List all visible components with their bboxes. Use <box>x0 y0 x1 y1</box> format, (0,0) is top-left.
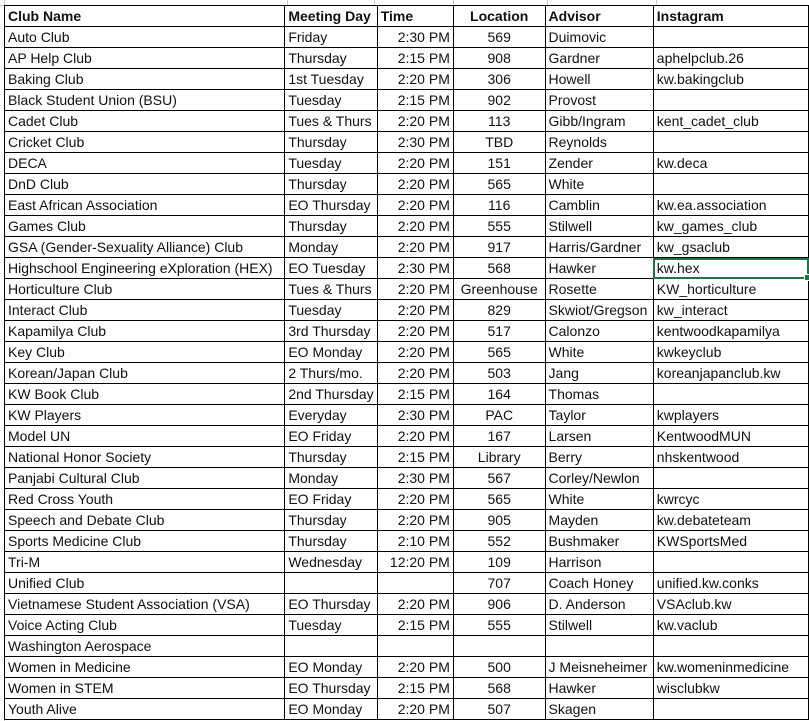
table-row <box>5 657 809 678</box>
advisor-cell[interactable]: Gibb/Ingram <box>545 111 653 132</box>
instagram-cell[interactable]: kw.hex <box>653 258 808 279</box>
time-cell[interactable]: 2:20 PM <box>377 426 453 447</box>
instagram-cell[interactable] <box>653 552 808 573</box>
advisor-cell[interactable]: Harris/Gardner <box>545 237 653 258</box>
header-meeting-day[interactable]: Meeting Day <box>285 6 377 27</box>
club-name-cell[interactable]: Panjabi Cultural Club <box>5 468 285 489</box>
header-row <box>5 6 809 27</box>
instagram-cell[interactable]: kentwoodkapamilya <box>653 321 808 342</box>
time-cell[interactable]: 2:30 PM <box>377 132 453 153</box>
club-name-cell[interactable]: East African Association <box>5 195 285 216</box>
table-row <box>5 27 809 48</box>
meeting-day-cell[interactable]: Tuesday <box>285 300 377 321</box>
meeting-day-cell[interactable]: EO Monday <box>285 657 377 678</box>
instagram-cell[interactable] <box>653 636 808 657</box>
table-row <box>5 111 809 132</box>
table-row <box>5 237 809 258</box>
time-cell[interactable]: 2:20 PM <box>377 216 453 237</box>
advisor-cell[interactable]: Berry <box>545 447 653 468</box>
time-cell[interactable]: 2:10 PM <box>377 531 453 552</box>
advisor-cell[interactable]: White <box>545 342 653 363</box>
table-row <box>5 552 809 573</box>
table-row <box>5 573 809 594</box>
time-cell[interactable]: 2:15 PM <box>377 90 453 111</box>
table-row <box>5 132 809 153</box>
table-row <box>5 48 809 69</box>
club-name-cell[interactable]: Youth Alive <box>5 699 285 720</box>
meeting-day-cell[interactable]: Tuesday <box>285 615 377 636</box>
location-cell[interactable]: 113 <box>453 111 545 132</box>
header-location[interactable]: Location <box>453 6 545 27</box>
club-name-cell[interactable]: Women in STEM <box>5 678 285 699</box>
table-row <box>5 405 809 426</box>
location-cell[interactable]: 151 <box>453 153 545 174</box>
time-cell[interactable]: 2:20 PM <box>377 510 453 531</box>
advisor-cell[interactable]: Stilwell <box>545 615 653 636</box>
meeting-day-cell[interactable]: Thursday <box>285 510 377 531</box>
location-cell[interactable]: 908 <box>453 48 545 69</box>
time-cell[interactable]: 2:20 PM <box>377 279 453 300</box>
header-advisor[interactable]: Advisor <box>545 6 653 27</box>
table-row <box>5 615 809 636</box>
instagram-cell[interactable]: kw.ea.association <box>653 195 808 216</box>
location-cell[interactable]: 568 <box>453 258 545 279</box>
club-name-cell[interactable]: Women in Medicine <box>5 657 285 678</box>
instagram-cell[interactable]: kw.vaclub <box>653 615 808 636</box>
advisor-cell[interactable]: Gardner <box>545 48 653 69</box>
meeting-day-cell[interactable]: Friday <box>285 27 377 48</box>
club-name-cell[interactable]: Cricket Club <box>5 132 285 153</box>
instagram-cell[interactable]: nhskentwood <box>653 447 808 468</box>
meeting-day-cell[interactable]: Wednesday <box>285 552 377 573</box>
advisor-cell[interactable]: Larsen <box>545 426 653 447</box>
table-row <box>5 195 809 216</box>
time-cell[interactable]: 2:30 PM <box>377 405 453 426</box>
club-name-cell[interactable]: GSA (Gender-Sexuality Alliance) Club <box>5 237 285 258</box>
meeting-day-cell[interactable]: EO Monday <box>285 342 377 363</box>
advisor-cell[interactable]: Hawker <box>545 678 653 699</box>
instagram-cell[interactable]: kw_games_club <box>653 216 808 237</box>
table-row <box>5 531 809 552</box>
meeting-day-cell[interactable]: EO Friday <box>285 426 377 447</box>
location-cell[interactable]: 829 <box>453 300 545 321</box>
advisor-cell[interactable]: Reynolds <box>545 132 653 153</box>
advisor-cell[interactable]: Camblin <box>545 195 653 216</box>
location-cell[interactable]: 552 <box>453 531 545 552</box>
instagram-cell[interactable]: kw.bakingclub <box>653 69 808 90</box>
instagram-cell[interactable]: KWSportsMed <box>653 531 808 552</box>
time-cell[interactable]: 2:20 PM <box>377 699 453 720</box>
club-name-cell[interactable]: KW Players <box>5 405 285 426</box>
location-cell[interactable]: PAC <box>453 405 545 426</box>
meeting-day-cell[interactable]: Thursday <box>285 174 377 195</box>
table-row <box>5 489 809 510</box>
time-cell[interactable] <box>377 636 453 657</box>
time-cell[interactable]: 2:20 PM <box>377 69 453 90</box>
clubs-table <box>4 5 809 720</box>
table-row <box>5 216 809 237</box>
location-cell[interactable]: 507 <box>453 699 545 720</box>
location-cell[interactable]: 565 <box>453 489 545 510</box>
club-name-cell[interactable]: DECA <box>5 153 285 174</box>
advisor-cell[interactable] <box>545 636 653 657</box>
club-name-cell[interactable]: Cadet Club <box>5 111 285 132</box>
header-instagram[interactable]: Instagram <box>653 6 808 27</box>
instagram-cell[interactable]: kwplayers <box>653 405 808 426</box>
meeting-day-cell[interactable]: Tues & Thurs <box>285 111 377 132</box>
time-cell[interactable]: 2:20 PM <box>377 300 453 321</box>
location-cell[interactable]: 565 <box>453 174 545 195</box>
time-cell[interactable]: 2:15 PM <box>377 615 453 636</box>
location-cell[interactable]: 167 <box>453 426 545 447</box>
meeting-day-cell[interactable]: 2nd Thursday <box>285 384 377 405</box>
time-cell[interactable]: 2:20 PM <box>377 195 453 216</box>
meeting-day-cell[interactable]: Monday <box>285 468 377 489</box>
meeting-day-cell[interactable]: Tues & Thurs <box>285 279 377 300</box>
time-cell[interactable]: 2:20 PM <box>377 321 453 342</box>
instagram-cell[interactable]: aphelpclub.26 <box>653 48 808 69</box>
table-row <box>5 384 809 405</box>
advisor-cell[interactable]: Rosette <box>545 279 653 300</box>
time-cell[interactable]: 2:15 PM <box>377 384 453 405</box>
time-cell[interactable]: 2:20 PM <box>377 342 453 363</box>
table-row <box>5 321 809 342</box>
club-name-cell[interactable]: Voice Acting Club <box>5 615 285 636</box>
table-row <box>5 363 809 384</box>
instagram-cell[interactable] <box>653 384 808 405</box>
table-row <box>5 699 809 720</box>
club-name-cell[interactable]: National Honor Society <box>5 447 285 468</box>
time-cell[interactable]: 2:15 PM <box>377 447 453 468</box>
club-name-cell[interactable]: AP Help Club <box>5 48 285 69</box>
club-name-cell[interactable]: Black Student Union (BSU) <box>5 90 285 111</box>
club-name-cell[interactable]: Washington Aerospace <box>5 636 285 657</box>
meeting-day-cell[interactable]: Thursday <box>285 132 377 153</box>
time-cell[interactable]: 12:20 PM <box>377 552 453 573</box>
table-row <box>5 258 809 279</box>
club-name-cell[interactable]: Kapamilya Club <box>5 321 285 342</box>
time-cell[interactable]: 2:20 PM <box>377 174 453 195</box>
location-cell[interactable]: 567 <box>453 468 545 489</box>
meeting-day-cell[interactable]: Everyday <box>285 405 377 426</box>
instagram-cell[interactable]: kw.womeninmedicine <box>653 657 808 678</box>
advisor-cell[interactable]: Corley/Newlon <box>545 468 653 489</box>
instagram-cell[interactable] <box>653 699 808 720</box>
location-cell[interactable]: Library <box>453 447 545 468</box>
meeting-day-cell[interactable]: Thursday <box>285 48 377 69</box>
table-row <box>5 300 809 321</box>
location-cell[interactable]: 555 <box>453 615 545 636</box>
location-cell[interactable]: 555 <box>453 216 545 237</box>
instagram-cell[interactable]: kw.deca <box>653 153 808 174</box>
meeting-day-cell[interactable]: Tuesday <box>285 90 377 111</box>
location-cell[interactable]: 500 <box>453 657 545 678</box>
table-row <box>5 342 809 363</box>
table-row <box>5 636 809 657</box>
instagram-cell[interactable]: kwrcyc <box>653 489 808 510</box>
instagram-cell[interactable] <box>653 132 808 153</box>
instagram-cell[interactable]: kw_interact <box>653 300 808 321</box>
location-cell[interactable]: 568 <box>453 678 545 699</box>
meeting-day-cell[interactable]: EO Thursday <box>285 195 377 216</box>
instagram-cell[interactable]: KW_horticulture <box>653 279 808 300</box>
table-body <box>5 27 809 720</box>
time-cell[interactable]: 2:20 PM <box>377 237 453 258</box>
instagram-cell[interactable]: wisclubkw <box>653 678 808 699</box>
instagram-cell[interactable] <box>653 90 808 111</box>
club-name-cell[interactable]: Interact Club <box>5 300 285 321</box>
location-cell[interactable]: 164 <box>453 384 545 405</box>
advisor-cell[interactable]: Harrison <box>545 552 653 573</box>
meeting-day-cell[interactable]: EO Thursday <box>285 594 377 615</box>
location-cell[interactable]: 902 <box>453 90 545 111</box>
meeting-day-cell[interactable]: EO Tuesday <box>285 258 377 279</box>
club-name-cell[interactable]: Sports Medicine Club <box>5 531 285 552</box>
location-cell[interactable] <box>453 636 545 657</box>
advisor-cell[interactable]: Hawker <box>545 258 653 279</box>
advisor-cell[interactable]: Taylor <box>545 405 653 426</box>
meeting-day-cell[interactable]: Monday <box>285 237 377 258</box>
table-row <box>5 447 809 468</box>
location-cell[interactable]: TBD <box>453 132 545 153</box>
meeting-day-cell[interactable]: 2 Thurs/mo. <box>285 363 377 384</box>
location-cell[interactable]: Greenhouse <box>453 279 545 300</box>
club-name-cell[interactable]: Red Cross Youth <box>5 489 285 510</box>
instagram-cell[interactable]: kw.debateteam <box>653 510 808 531</box>
instagram-cell[interactable]: KentwoodMUN <box>653 426 808 447</box>
location-cell[interactable]: 906 <box>453 594 545 615</box>
table-row <box>5 510 809 531</box>
club-name-cell[interactable]: KW Book Club <box>5 384 285 405</box>
meeting-day-cell[interactable]: 1st Tuesday <box>285 69 377 90</box>
table-row <box>5 678 809 699</box>
club-name-cell[interactable]: Tri-M <box>5 552 285 573</box>
advisor-cell[interactable]: White <box>545 489 653 510</box>
location-cell[interactable]: 917 <box>453 237 545 258</box>
advisor-cell[interactable]: Skwiot/Gregson <box>545 300 653 321</box>
club-name-cell[interactable]: Highschool Engineering eXploration (HEX) <box>5 258 285 279</box>
meeting-day-cell[interactable]: EO Friday <box>285 489 377 510</box>
instagram-cell[interactable]: koreanjapanclub.kw <box>653 363 808 384</box>
advisor-cell[interactable]: Mayden <box>545 510 653 531</box>
advisor-cell[interactable]: Provost <box>545 90 653 111</box>
instagram-cell[interactable]: unified.kw.conks <box>653 573 808 594</box>
location-cell[interactable]: 565 <box>453 342 545 363</box>
meeting-day-cell[interactable]: 3rd Thursday <box>285 321 377 342</box>
advisor-cell[interactable]: Howell <box>545 69 653 90</box>
meeting-day-cell[interactable] <box>285 636 377 657</box>
meeting-day-cell[interactable]: Thursday <box>285 216 377 237</box>
time-cell[interactable]: 2:15 PM <box>377 48 453 69</box>
club-name-cell[interactable]: Key Club <box>5 342 285 363</box>
table-row <box>5 426 809 447</box>
advisor-cell[interactable]: Bushmaker <box>545 531 653 552</box>
club-name-cell[interactable]: Horticulture Club <box>5 279 285 300</box>
table-row <box>5 279 809 300</box>
advisor-cell[interactable]: White <box>545 174 653 195</box>
instagram-cell[interactable] <box>653 27 808 48</box>
time-cell[interactable]: 2:20 PM <box>377 489 453 510</box>
time-cell[interactable] <box>377 573 453 594</box>
club-name-cell[interactable]: Auto Club <box>5 27 285 48</box>
club-name-cell[interactable]: Speech and Debate Club <box>5 510 285 531</box>
time-cell[interactable]: 2:20 PM <box>377 153 453 174</box>
time-cell[interactable]: 2:30 PM <box>377 258 453 279</box>
table-row <box>5 153 809 174</box>
location-cell[interactable]: 306 <box>453 69 545 90</box>
club-name-cell[interactable]: DnD Club <box>5 174 285 195</box>
table-row <box>5 594 809 615</box>
location-cell[interactable]: 503 <box>453 363 545 384</box>
table-row <box>5 174 809 195</box>
advisor-cell[interactable]: J Meisneheimer <box>545 657 653 678</box>
club-name-cell[interactable]: Vietnamese Student Association (VSA) <box>5 594 285 615</box>
advisor-cell[interactable]: Stilwell <box>545 216 653 237</box>
advisor-cell[interactable]: Jang <box>545 363 653 384</box>
location-cell[interactable]: 707 <box>453 573 545 594</box>
instagram-cell[interactable]: VSAclub.kw <box>653 594 808 615</box>
location-cell[interactable]: 905 <box>453 510 545 531</box>
location-cell[interactable]: 109 <box>453 552 545 573</box>
time-cell[interactable]: 2:20 PM <box>377 111 453 132</box>
time-cell[interactable]: 2:20 PM <box>377 657 453 678</box>
advisor-cell[interactable]: Skagen <box>545 699 653 720</box>
meeting-day-cell[interactable]: EO Monday <box>285 699 377 720</box>
advisor-cell[interactable]: Calonzo <box>545 321 653 342</box>
time-cell[interactable]: 2:15 PM <box>377 678 453 699</box>
meeting-day-cell[interactable]: EO Thursday <box>285 678 377 699</box>
advisor-cell[interactable]: Thomas <box>545 384 653 405</box>
time-cell[interactable]: 2:30 PM <box>377 468 453 489</box>
advisor-cell[interactable]: Coach Honey <box>545 573 653 594</box>
meeting-day-cell[interactable]: Thursday <box>285 531 377 552</box>
instagram-cell[interactable]: kent_cadet_club <box>653 111 808 132</box>
instagram-cell[interactable] <box>653 174 808 195</box>
instagram-cell[interactable]: kwkeyclub <box>653 342 808 363</box>
club-name-cell[interactable]: Korean/Japan Club <box>5 363 285 384</box>
header-club-name[interactable]: Club Name <box>5 6 285 27</box>
location-cell[interactable]: 569 <box>453 27 545 48</box>
club-name-cell[interactable]: Unified Club <box>5 573 285 594</box>
instagram-cell[interactable] <box>653 468 808 489</box>
location-cell[interactable]: 116 <box>453 195 545 216</box>
advisor-cell[interactable]: D. Anderson <box>545 594 653 615</box>
advisor-cell[interactable]: Zender <box>545 153 653 174</box>
club-name-cell[interactable]: Baking Club <box>5 69 285 90</box>
meeting-day-cell[interactable]: Thursday <box>285 447 377 468</box>
club-name-cell[interactable]: Model UN <box>5 426 285 447</box>
table-row <box>5 468 809 489</box>
table-row <box>5 69 809 90</box>
header-time[interactable]: Time <box>377 6 453 27</box>
instagram-cell[interactable]: kw_gsaclub <box>653 237 808 258</box>
time-cell[interactable]: 2:20 PM <box>377 363 453 384</box>
meeting-day-cell[interactable] <box>285 573 377 594</box>
table-row <box>5 90 809 111</box>
time-cell[interactable]: 2:20 PM <box>377 594 453 615</box>
club-name-cell[interactable]: Games Club <box>5 216 285 237</box>
location-cell[interactable]: 517 <box>453 321 545 342</box>
advisor-cell[interactable]: Duimovic <box>545 27 653 48</box>
time-cell[interactable]: 2:30 PM <box>377 27 453 48</box>
meeting-day-cell[interactable]: Tuesday <box>285 153 377 174</box>
